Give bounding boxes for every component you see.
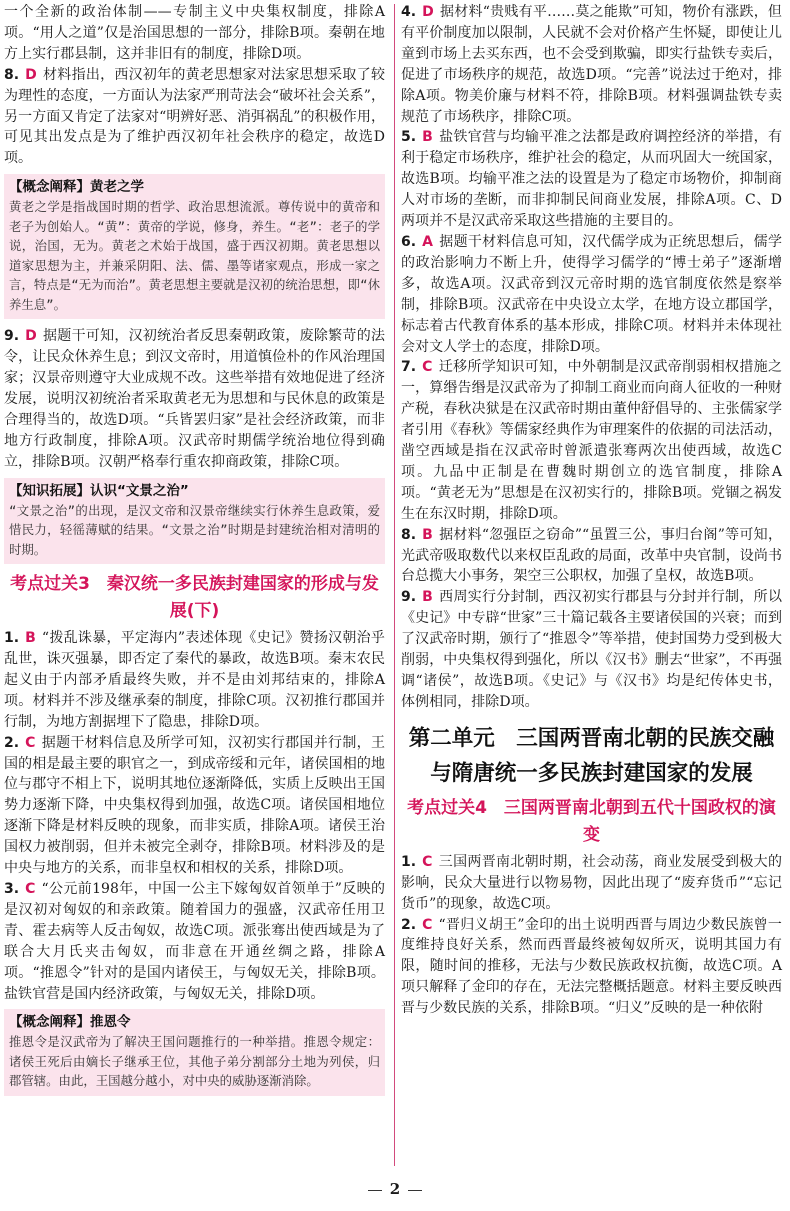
answer-letter: B <box>422 526 433 543</box>
section-title-3: 考点过关3 秦汉统一多民族封建国家的形成与发展(下) <box>10 574 379 622</box>
answer-item-5: 5. B 盐铁官营与均输平准之法都是政府调控经济的举措，有利于稳定市场秩序，维护社会的稳定，从而巩固大一统国家，故选B项。均输平准之法的设置是为了稳定市场物价，抑制商人对市场的垄断，而非抑制民间商业发展，排除A项。C、D两项并不是汉武帝采取这些措施的主要目的。 <box>401 129 782 230</box>
answer-letter: C <box>25 734 36 751</box>
answer-letter: D <box>25 66 37 83</box>
column-divider <box>394 4 395 1166</box>
box-body: 黄老之学是指战国时期的哲学、政治思想流派。尊传说中的黄帝和老子为创始人。“黄”：黄帝的学说，修身，养生。“老”：老子的学说，治国，无为。黄老之术始于战国，盛于西汉初期。黄老思想以道家思想为主，并兼采阴阳、法、儒、墨等诸家观点，形成一家之言，特点是“无为而治”。黄老思想主要就是汉初的统治思想，即“休养生息”。 <box>9 199 380 312</box>
answer-letter: D <box>25 328 37 345</box>
box-title: 【知识拓展】认识“文景之治” <box>9 482 189 499</box>
answer-letter: B <box>25 630 36 647</box>
answer-item-8: 8. D 材料指出，西汉初年的黄老思想家对法家思想采取了较为理性的态度，一方面认为法家严刑苛法会“破坏社会关系”，另一方面又肯定了法家对“明辨好恶、消弭祸乱”的积极作用，可见其出发点是为了维护西汉初年社会秩序的稳定，故选D项。 <box>4 66 385 167</box>
dash-right <box>408 1190 422 1191</box>
answer-letter: C <box>422 916 433 933</box>
answer-letter: D <box>422 4 434 20</box>
answer-item-9: 9. D 据题干可知，汉初统治者反思秦朝政策，废除繁苛的法令，让民众休养生息；到汉文帝时，用道慎俭朴的作风治理国家；汉景帝则遵守大业成规不改。这些举措有效地促进了经济发展，说明汉初统治者采取黄老无为思想和与民休息的政策是合理得当的，故选D项。“兵皆罢归家”是社会经济政策，而非地方行政制度，排除A项。汉武帝时期儒学统治地位得到确立，排除B项。汉朝严格奉行重农抑商政策，排除C项。 <box>4 328 385 470</box>
box-title: 【概念阐释】推恩令 <box>9 1014 131 1031</box>
box-body: “文景之治”的出现，是汉文帝和汉景帝继续实行休养生息政策，爱惜民力，轻徭薄赋的结果。“文景之治”时期是封建统治相对清明的时期。 <box>9 502 380 557</box>
answer-letter: B <box>422 129 433 146</box>
answer-item-s3-3: 3. C “公元前198年，中国一公主下嫁匈奴首领单于”反映的是汉初对匈奴的和亲政策。随着国力的强盛，汉武帝任用卫青、霍去病等人反击匈奴，故选C项。派张骞出使西域是为了联合大月氏夹击匈奴，而非意在开通丝绸之路，排除A项。“推恩令”针对的是国内诸侯王，与匈奴无关，排除B项。盐铁官营是国内经济政策，与匈奴无关，排除D项。 <box>4 880 385 1002</box>
box-body: 推恩令是汉武帝为了解决王国问题推行的一种举措。推恩令规定：诸侯王死后由嫡长子继承王位，其他子弟分割部分土地为列侯，归郡管辖。由此，王国越分越小，对中央的威胁逐渐消除。 <box>9 1034 380 1089</box>
answer-item-6: 6. A 据题干材料信息可知，汉代儒学成为正统思想后，儒学的政治影响力不断上升，使得学习儒学的“博士弟子”逐渐增多，故选A项。汉武帝到汉元帝时期的选官制度依然是察举制，排除B项。汉武帝在中央设立太学，在地方设立郡国学，标志着古代教育体系的基本形成，排除C项。材料并未体现社会对文人学士的态度，排除D项。 <box>401 233 782 355</box>
concept-box-huanglao <box>4 174 385 319</box>
answer-item-s3-2: 2. C 据题干材料信息及所学可知，汉初实行郡国并行制，王国的相是最主要的职官之一，到成帝绥和元年，诸侯国相的地位与郡守不相上下，说明其地位逐渐降低，实质上反映出王国势力逐渐下降，中央集权得到加强，故选C项。诸侯国相地位逐渐下降是材料反映的现象，而非实质，排除A项。诸侯王治国权力被削弱，但并未被完全剥夺，排除B项。材料涉及的是中央与地方的关系，而非皇权和相权的关系，排除D项。 <box>4 734 385 877</box>
answer-item-s4-1: 1. C 三国两晋南北朝时期，社会动荡，商业发展受到极大的影响，民众大量进行以物易物，因此出现了“废弃货币”“忘记货币”的现象，故选C项。 <box>401 853 782 912</box>
intro-paragraph: 一个全新的政治体制——专制主义中央集权制度，排除A项。“用人之道”仅是治国思想的一部分，排除B项。秦朝在地方上实行郡县制，这并非旧有的制度，排除D项。 <box>4 4 385 62</box>
page-number: 2 <box>0 1180 790 1198</box>
answer-item-s4-2: 2. C “晋归义胡王”金印的出土说明西晋与周边少数民族曾一度维持良好关系，然而西晋最终被匈奴所灭，说明其国力有限，随时间的推移，无法与少数民族政权抗衡，故选C项。A项只解释了金印的存在，无法完整概括题意。材料主要反映西晋与少数民族的关系，排除B项。“归义”反映的是一种依附 <box>401 916 782 1017</box>
answer-letter: C <box>422 853 433 870</box>
answer-letter: C <box>25 880 36 897</box>
box-title: 【概念阐释】黄老之学 <box>9 179 144 196</box>
answer-letter: B <box>422 589 433 606</box>
answer-item-7: 7. C 迁移所学知识可知，中外朝制是汉武帝削弱相权措施之一，算缗告缗是汉武帝为了抑制工商业而向商人征收的一种财产税，春秋决狱是在汉武帝时期由董仲舒倡导的、主张儒家学者引用《春秋》等儒家经典作为审理案件的依据的司法活动，凿空西域是指在汉武帝时曾派遣张骞两次出使西域，故选C项。九品中正制是在曹魏时期创立的选官制度，排除A项。“黄老无为”思想是在汉初实行的，排除B项。党锢之祸发生在东汉时期，排除D项。 <box>401 359 782 522</box>
answer-letter: C <box>422 359 433 376</box>
section-title-4: 考点过关4 三国两晋南北朝到五代十国政权的演变 <box>407 797 776 845</box>
left-column <box>4 2 385 1103</box>
answer-item-s3-1: 1. B “拨乱诛暴，平定海内”表述体现《史记》赞扬汉朝治乎乱世，诛灭强暴，即否定了秦代的暴政，故选B项。秦末农民起义由于内部矛盾最终失败，并不是由刘邦结束的，排除A项。材料并不涉及继承秦的制度，排除C项。汉初推行郡国并行制，为地方割据埋下了隐患，排除D项。 <box>4 630 385 730</box>
concept-box-tuienling <box>4 1009 385 1096</box>
right-column <box>401 2 782 1019</box>
knowledge-box-wenjing <box>4 478 385 565</box>
answer-item-4: 4. D 据材料“贵贱有平……莫之能欺”可知，物价有涨跌，但有平价制度加以限制，人民就不会对价格产生怀疑，即使让儿童到市场上去买东西，也不会受到欺骗，即实行盐铁专卖后，促进了市场秩序的规范，故选D项。“完善”说法过于绝对，排除A项。物美价廉与材料不符，排除B项。材料强调盐铁专卖规范了市场秩序，排除C项。 <box>401 4 782 125</box>
dash-left <box>368 1190 382 1191</box>
answer-item-8-right: 8. B 据材料“忽强臣之窃命”“虽置三公，事归台阁”等可知，光武帝吸取数代以来权臣乱政的局面，改革中央官制，设尚书台总揽大小事务，架空三公职权，加强了皇权，故选B项。 <box>401 526 782 585</box>
answer-letter: A <box>422 233 434 250</box>
unit-title: 第二单元 三国两晋南北朝的民族交融与隋唐统一多民族封建国家的发展 <box>408 725 775 786</box>
answer-item-9-right: 9. B 西周实行分封制，西汉初实行郡县与分封并行制，所以《史记》中专辟“世家”三十篇记载各主要诸侯国的兴衰；而到了汉武帝时期，颁行了“推恩令”等举措，使封国势力受到极大削弱，中央集权得到强化，所以《汉书》删去“世家”，不再强调“诸侯”，故选B项。《史记》与《汉书》均是纪传体史书，体例相同，排除D项。 <box>401 589 782 710</box>
